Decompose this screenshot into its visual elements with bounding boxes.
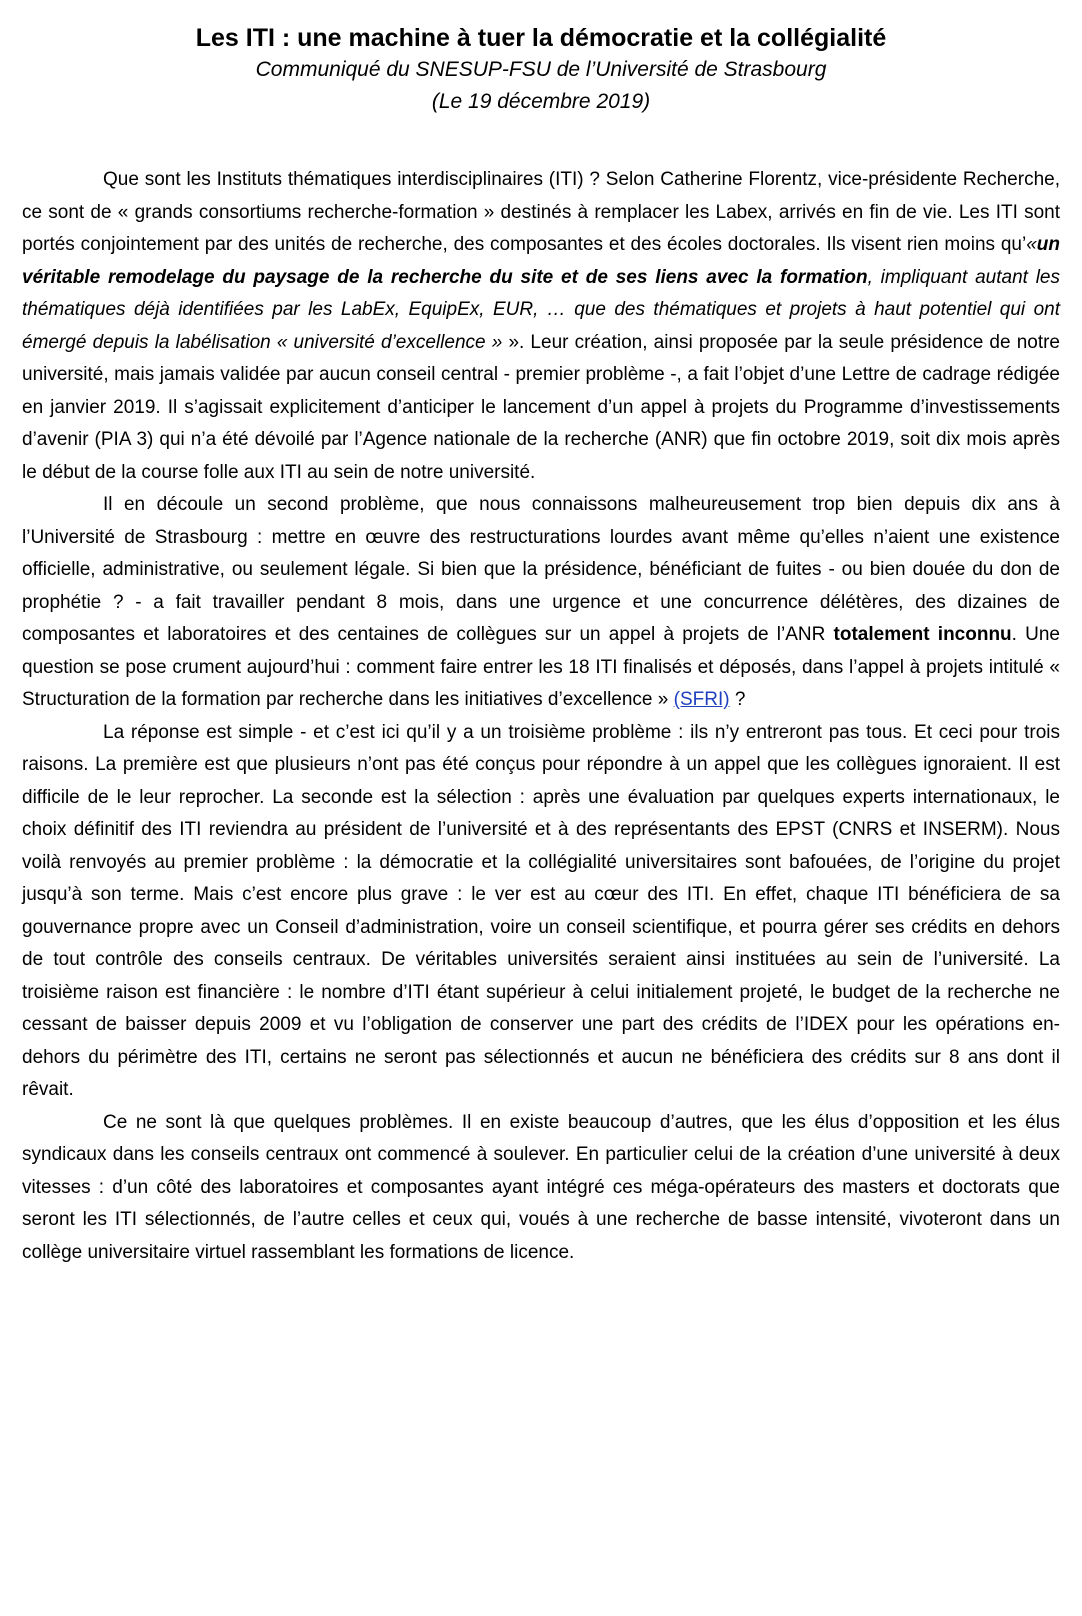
- paragraph-2-bold: totalement inconnu: [833, 624, 1012, 645]
- header-spacer: [22, 118, 1060, 164]
- document-source: Communiqué du SNESUP-FSU de l’Université de Strasbourg: [255, 58, 827, 81]
- document-date: (Le 19 décembre 2019): [431, 90, 651, 113]
- document-title: Les ITI : une machine à tuer la démocratie et la collégialité: [195, 24, 887, 52]
- paragraph-1-text-b: ». Leur création, ainsi proposée par la seule présidence de notre université, mais jamais validée par aucun conseil central - premier problème -, a fait l’objet d’une Lettre de cadrage rédigée en janvier 2019. Il s’agissait explicitement d’anticiper le lancement d’un appel à projets du Programme d’investissements d’avenir (PIA 3) qui n’a été dévoilé par l’Agence nationale de la recherche (ANR) que fin octobre 2019, soit dix mois après le début de la course folle aux ITI au sein de notre université.: [22, 331, 1060, 483]
- paragraph-1-text-a: Que sont les Instituts thématiques interdisciplinaires (ITI) ? Selon Catherine Florentz, vice-présidente Recherche, ce sont de « grands consortiums recherche-formation » destinés à remplacer les Labex, arrivés en fin de vie. Les ITI sont portés conjointement par des unités de recherche, des composantes et des écoles doctorales. Ils visent rien moins qu’: [22, 169, 1060, 255]
- paragraph-4: Ce ne sont là que quelques problèmes. Il en existe beaucoup d’autres, que les élus d’opposition et les élus syndicaux dans les conseils centraux ont commencé à soulever. En particulier celui de la création d’une université à deux vitesses : d’un côté des laboratoires et composantes ayant intégré ces méga-opérateurs des masters et doctorats que seront les ITI sélectionnés, de l’autre celles et ceux qui, voués à une recherche de basse intensité, vivoteront dans un collège universitaire virtuel rassemblant les formations de licence.: [22, 1111, 1060, 1263]
- quote-rest-text: , impliquant autant les thématiques déjà identifiées par les LabEx, EquipEx, EUR, … que des thématiques et projets à haut potentiel qui ont émergé depuis la labélisation « université d’excellence »: [22, 266, 1060, 353]
- sfri-link[interactable]: (SFRI): [673, 689, 730, 710]
- paragraph-2-text-c: ?: [729, 689, 746, 710]
- paragraph-2-text-b: . Une question se pose crument aujourd’hui : comment faire entrer les 18 ITI finalisés et déposés, dans l’appel à projets intitulé « Structuration de la formation par recherche dans les initiatives d’excellence »: [22, 624, 1060, 710]
- quote-bold-text: un véritable remodelage du paysage de la recherche du site et de ses liens avec la formation: [22, 234, 1060, 288]
- paragraph-3: La réponse est simple - et c’est ici qu’il y a un troisième problème : ils n’y entreront pas tous. Et ceci pour trois raisons. La première est que plusieurs n’ont pas été conçus pour répondre à un appel que les collègues ignoraient. Il est difficile de le leur reprocher. La seconde est la sélection : après une évaluation par quelques experts internationaux, le choix définitif des ITI reviendra au président de l’université et à des représentants des EPST (CNRS et INSERM). Nous voilà renvoyés au premier problème : la démocratie et la collégialité universitaires sont bafouées, de l’origine du projet jusqu’à son terme. Mais c’est encore plus grave : le ver est au cœur des ITI. En effet, chaque ITI bénéficiera de sa gouvernance propre avec un Conseil d’administration, voire un conseil scientifique, et pourra gérer ses crédits en dehors de tout contrôle des conseils centraux. De véritables universités seraient ainsi instituées au sein de l’université. La troisième raison est financière : le nombre d’ITI étant supérieur à celui initialement projeté, le budget de la recherche ne cessant de baisser depuis 2009 et vu l’obligation de conserver une part des crédits de l’IDEX pour les opérations en-dehors du périmètre des ITI, certains ne seront pas sélectionnés et aucun ne bénéficiera des crédits sur 8 ans dont il rêvait.: [22, 721, 1060, 1100]
- document-page: [22, 22, 1060, 1269]
- paragraph-1: [22, 164, 1060, 489]
- quote-open-mark: «: [1026, 234, 1037, 255]
- paragraph-2-text-a: Il en découle un second problème, que nous connaissons malheureusement trop bien depuis dix ans à l’Université de Strasbourg : mettre en œuvre des restructurations lourdes avant même qu’elles n’aient une existence officielle, administrative, ou seulement légale. Si bien que la présidence, bénéficiant de fuites - ou bien douée du don de prophétie ? - a fait travailler pendant 8 mois, dans une urgence et une concurrence délétères, des dizaines de composantes et laboratoires et des centaines de collègues sur un appel à projets de l’ANR: [22, 494, 1060, 645]
- paragraph-2: [22, 489, 1060, 717]
